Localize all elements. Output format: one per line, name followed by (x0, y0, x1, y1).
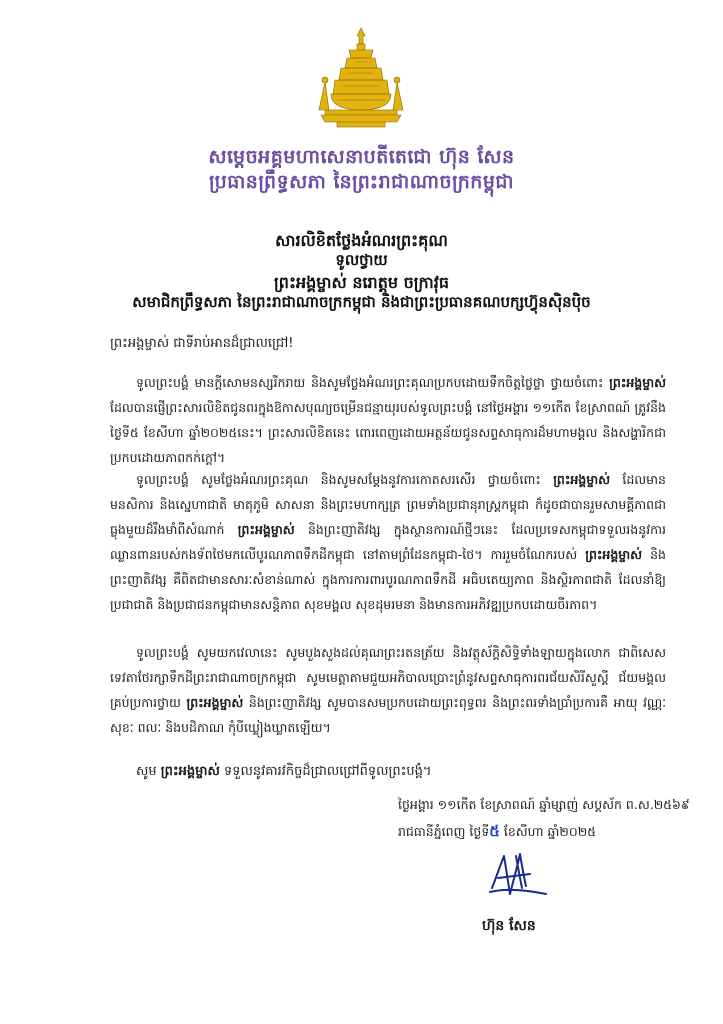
signer-name: ហ៊ុន សែន (482, 918, 536, 934)
recipient-title: សមាជិកព្រឹទ្ធសភា នៃព្រះរាជាណាចក្រកម្ពុជា និងជាព្រះប្រធានគណបក្សហ៊្វុនស៊ិនប៉ិច (132, 293, 591, 311)
recipient-name: ព្រះអង្គម្ចាស់ នរោត្តម ចក្រាវុធ (274, 273, 449, 292)
salutation: ព្រះអង្គម្ចាស់ ជាទីរាប់អានដ៏ជ្រាលជ្រៅ! (110, 336, 294, 351)
body-paragraph-3: ទូលព្រះបង្គំ សូមយកវេលានេះ សូមបួងសួងដល់គុណព្រះរតនត្រ័យ និងវត្ថុស័ក្ដិសិទ្ធិទាំងឡាយក្នុងលោក ជាពិសេសទេវតាថែរក្សាទឹកដីព្រះរាជាណាចក្រកម្ពុជា សូមមេត្តាតាមជួយអភិបាលប្រោះព្រំនូវសព្ទសាធុការពរជ័យសិរីសួស្ដី ជ័យមង្គលគ្រប់ប្រការថ្វាយ ព្រះអង្គម្ចាស់ និងព្រះញាតិវង្ស សូមបានសមប្រកបដោយព្រះពុទ្ធពរ និងព្រះពរទាំងប្រាំប្រការគឺ អាយុ វណ្ណៈ សុខៈ ពលៈ និងបដិភាណ កុំបីឃ្លៀងឃ្លាតឡើយ។ (110, 645, 667, 735)
royal-emblem (311, 22, 411, 132)
signature (486, 848, 552, 906)
letter-addressed-to: ទូលថ្វាយ (335, 251, 388, 269)
honorific: ព្រះអង្គម្ចាស់ (609, 375, 666, 390)
sender-title: ប្រធានព្រឹទ្ធសភា នៃព្រះរាជាណាចក្រកម្ពុជា (209, 171, 514, 193)
body-paragraph-1: ទូលព្រះបង្គំ មានក្ដីសោមនស្សរីករាយ និងសូមថ្លែងអំណរព្រះគុណប្រកបដោយទឹកចិត្តថ្លៃថ្លា ថ្វាយចំពោះ ព្រះអង្គម្ចាស់ ដែលបានផ្ញើព្រះសារលិខិតជូនពរក្នុងឱកាសបុណ្យចម្រើនជន្មាយុរបស់ទូលព្រះបង្គំ នៅថ្ងៃអង្គារ ១១កើត ខែស្រាពណ៍ ត្រូវនឹងថ្ងៃទី៥ ខែសីហា ឆ្នាំ២០២៥នេះ។ ព្រះសារលិខិតនេះ ពោរពេញដោយអត្ថន័យជូនសព្ទសាធុការដ៏មហាមង្គល និងសង្ហារិកជាប្រកបដោយភាពកក់ក្ដៅ។ (110, 375, 666, 465)
letter-title: សារលិខិតថ្លែងអំណរព្រះគុណ (275, 231, 448, 250)
honorific: ព្រះអង្គម្ចាស់ (160, 764, 220, 779)
lunar-date: ថ្ងៃអង្គារ ១១កើត ខែស្រាពណ៍ ឆ្នាំម្សាញ់ សប្តស័ក ព.ស.២៥៦៩ (398, 797, 690, 812)
honorific: ព្រះអង្គម្ចាស់ (553, 472, 611, 487)
sender-name: សម្ដេចអគ្គមហាសេនាបតីតេជោ ហ៊ុន សែន (208, 146, 515, 168)
place-and-date: រាជធានីភ្នំពេញ ថ្ងៃទី៥ ខែសីហា ឆ្នាំ២០២៥ (398, 822, 597, 840)
honorific: ព្រះអង្គម្ចាស់ (585, 547, 643, 562)
body-paragraph-2: ទូលព្រះបង្គំ សូមថ្លែងអំណរព្រះគុណ និងសូមសម្ដែងនូវការកោតសរសើរ ថ្វាយចំពោះ ព្រះអង្គម្ចាស់ ដែលមានមនសិការ និងស្នេហាជាតិ មាតុភូមិ សាសនា និងព្រះមហាក្សត្រ ព្រមទាំងប្រជានុរាស្ត្រកម្ពុជា ក៏ដូចជាបានរួមសាមគ្គីភាពជាធ្លុងមួយដ៏រឹងមាំពីសំណាក់ ព្រះអង្គម្ចាស់ និងព្រះញាតិវង្ស ក្នុងស្ថានការណ៍ថ្មីៗនេះ ដែលប្រទេសកម្ពុជាទទួលរងនូវការឈ្លានពានរបស់កងទ័ពថៃមកលើបូរណភាពទឹកដីកម្ពុជា នៅតាមព្រំដែនកម្ពុជា-ថៃ។ ការរួមចំណែករបស់ ព្រះអង្គម្ចាស់ និងព្រះញាតិវង្ស គឺពិតជាមានសារៈសំខាន់ណាស់ ក្នុងការការពារបូរណភាពទឹកដី អធិបតេយ្យភាព និងស្ថិរភាពជាតិ ដែលនាំឱ្យប្រជាជាតិ និងប្រជាជនកម្ពុជាមានសន្តិភាព សុខមង្គល សុខដុមរមនា និងមានការអភិវឌ្ឍប្រកបដោយចីរភាព។ (110, 472, 666, 612)
closing-line: សូម ព្រះអង្គម្ចាស់ ទទួលនូវគារវកិច្ចដ៏ជ្រាលជ្រៅពីទូលព្រះបង្គំ។ (136, 764, 432, 779)
handwritten-day: ៥ (489, 822, 500, 840)
honorific: ព្រះអង្គម្ចាស់ (237, 522, 295, 537)
honorific: ព្រះអង្គម្ចាស់ (186, 695, 244, 710)
